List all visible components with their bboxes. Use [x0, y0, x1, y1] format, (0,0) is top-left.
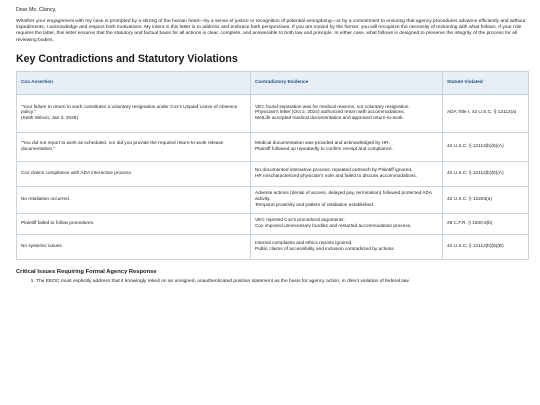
cell-evidence-line: No documented interactive process; repeated outreach by Plaintiff ignored.	[255, 168, 413, 174]
salutation: Dear Ms. Clancy,	[16, 7, 57, 13]
cell-assertion-line: (Keith Wilson, Jan 3, 2025)	[21, 116, 79, 122]
cell-evidence-line: Temporal proximity and pattern of retaliation established.	[255, 202, 375, 208]
cell-evidence-line: Physician's letter (Oct 2, 2024) authorized return with accommodations.	[255, 110, 406, 116]
table-row	[17, 234, 529, 259]
cell-evidence-line: HR mischaracterized physician's note and failed to discuss accommodations.	[255, 173, 417, 179]
cell-evidence-line: Plaintiff followed up repeatedly to confirm receipt and compliance.	[255, 146, 394, 152]
cell-evidence	[251, 161, 443, 186]
cell-assertion-line: No retaliation occurred.	[21, 196, 71, 202]
cell-evidence-line: VEC found separation was for medical reasons, not voluntary resignation.	[255, 104, 410, 110]
cell-assertion-line: "You did not report to work as scheduled, nor did you provide the required return-to-work release documentation."	[21, 141, 224, 152]
header-contradictory-evidence: Contradictory Evidence	[251, 71, 443, 94]
cell-assertion-line: Plaintiff failed to follow procedures.	[21, 220, 95, 226]
cell-statute: 42 U.S.C. § 12112(b)(5)(B)	[443, 234, 529, 259]
cell-evidence	[251, 186, 443, 213]
cell-evidence-line: MetLife accepted medical documentation and approved return-to-work.	[255, 116, 404, 122]
cell-evidence-line: Internal complaints and ethics reports ignored.	[255, 241, 353, 247]
cell-evidence	[251, 234, 443, 259]
cell-statute: 42 U.S.C. § 12112(b)(5)(A)	[443, 161, 529, 186]
header-cox-assertion: Cox Assertion	[17, 71, 251, 94]
cell-evidence-line: Public claims of accessibility and inclusion contradicted by actions.	[255, 246, 395, 252]
cell-assertion	[17, 161, 251, 186]
cell-assertion	[17, 186, 251, 213]
cell-evidence	[251, 213, 443, 234]
table-row	[17, 161, 529, 186]
cell-evidence	[251, 94, 443, 132]
issues-list	[16, 279, 528, 285]
header-statute-violated: Statute Violated	[443, 71, 529, 94]
cell-evidence-line: Cox imposed unnecessary hurdles and restarted accommodation process.	[255, 223, 412, 229]
cell-assertion	[17, 94, 251, 132]
cell-statute: 42 U.S.C. § 12203(a)	[443, 186, 529, 213]
table-row	[17, 213, 529, 234]
table-row	[17, 132, 529, 161]
contradictions-table	[16, 71, 529, 260]
cell-evidence	[251, 132, 443, 161]
table-row	[17, 186, 529, 213]
cell-statute: 42 U.S.C. § 12112(b)(5)(A)	[443, 132, 529, 161]
cell-assertion	[17, 234, 251, 259]
list-item: 1. The EEOC must explicitly address that it knowingly relied on an unsigned, unauthenticated position statement as the basis for agency action, in direct violation of federal law.	[36, 279, 528, 285]
cell-assertion-line: Cox claims compliance with ADA interactive process.	[21, 170, 133, 176]
cell-evidence-line: Medical documentation was provided and acknowledged by HR.	[255, 141, 390, 147]
cell-assertion-line: "Your failure to return to work constitutes a voluntary resignation under Cox's Unpaid Leave of Absence policy."	[21, 104, 238, 116]
intro-paragraph: Whether your engagement with my case is prompted by a stirring of the human heart—by a sense of justice or recognition of potential wrongdoing—or by a commitment to ensuring that agency procedures advance efficiently and without impediments, I acknowledge and respect both motivations. My intent in this letter is to address and embrace both perspectives. If you are moved by the former, you will recognize the necessity of reckoning with what follows. If your role requires the latter, this letter ensures that the statutory and factual basis for all actions is clear, complete, and answerable to both law and principle. In either case, what follows is designed to preserve the integrity of the process for all reviewing bodies.	[16, 19, 526, 43]
cell-evidence-line: Adverse actions (denial of access, delayed pay, termination) followed protected ADA activity.	[255, 191, 432, 202]
table-header-row	[17, 71, 529, 94]
cell-assertion-line: No systemic issues.	[21, 243, 63, 249]
issues-title: Critical Issues Requiring Formal Agency Response	[16, 268, 157, 275]
cell-statute: ADA Title I, 42 U.S.C. § 12112(a)	[443, 94, 529, 132]
section-title: Key Contradictions and Statutory Violations	[16, 52, 238, 65]
table-row	[17, 94, 529, 132]
cell-assertion	[17, 213, 251, 234]
cell-statute: 29 C.F.R. § 1630.9(b)	[443, 213, 529, 234]
cell-evidence-line: VEC rejected Cox's procedural arguments.	[255, 218, 345, 224]
cell-assertion	[17, 132, 251, 161]
